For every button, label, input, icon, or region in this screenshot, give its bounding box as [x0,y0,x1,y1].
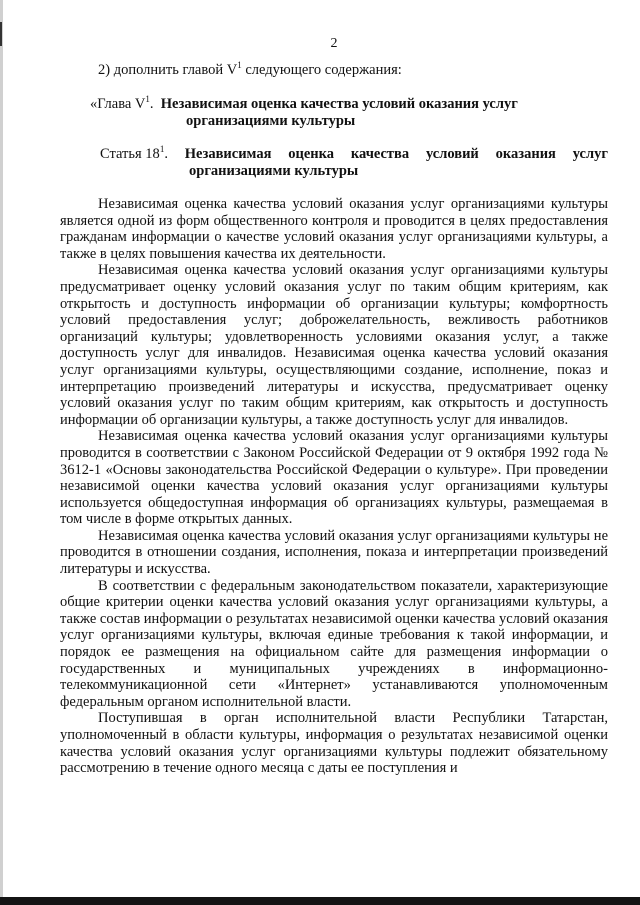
paragraph: Независимая оценка качества условий оказания услуг организациями культуры предусматривает оценку условий оказания услуг по таким общим критериям, как открытость и доступность информации об организации культуры; комфортность условий предоставления услуг; доброжелательность, вежливость работников организаций культуры; удовлетворенность условиями оказания услуг, а также доступность услуг для инвалидов. Независимая оценка качества условий оказания услуг организациями культуры, осуществляющими создание, исполнение, показ и интерпретацию произведений литературы и искусства, предусматривает оценку условий оказания услуг по таким общим критериям, как открытость и доступность информации об организации культуры, а также доступность услуг для инвалидов. [60,262,608,428]
paragraph: Независимая оценка качества условий оказания услуг организациями культуры проводится в соответствии с Законом Российской Федерации от 9 октября 1992 года № 3612-1 «Основы законодательства Российской Федерации о культуре». При проведении независимой оценки качества условий оказания услуг организациями культуры используется общедоступная информация об организациях культуры, размещаемая в том числе в форме открытых данных. [60,428,608,528]
scan-left-mark [0,22,2,46]
paragraph: Независимая оценка качества условий оказания услуг организациями культуры является одной из форм общественного контроля и проводится в целях предоставления гражданам информации о качестве условий оказания услуг организациями культуры, а также в целях повышения качества их деятельности. [60,196,608,262]
chapter-superscript: 1 [145,94,150,104]
chapter-prefix: «Глава V [90,96,146,112]
article-title-line-2: организациями культуры [189,163,359,179]
article-title-word: качества [350,146,410,162]
intro-superscript: 1 [237,60,242,70]
article-title-word: условий [425,146,479,162]
paragraph: Поступившая в орган исполнительной власти Республики Татарстан, уполномоченный в области культуры, информация о результатах независимой оценки качества условий оказания услуг организациями культуры подлежит обязательному рассмотрению в течение одного месяца с даты ее поступления и [60,710,608,777]
page-number: 2 [330,36,338,51]
scan-left-edge [0,0,3,905]
intro-suffix: следующего содержания: [241,62,402,78]
chapter-title-line-2: организациями культуры [186,113,356,129]
chapter-heading [90,96,570,130]
paragraph: Независимая оценка качества условий оказания услуг организациями культуры не проводится в отношении создания, исполнения, показа и интерпретации произведений литературы и искусства. [60,527,608,578]
article-title-word: оценка [288,146,335,162]
article-body [60,196,608,777]
article-dot: . [164,146,168,162]
amendment-intro [98,62,402,79]
article-heading [100,146,608,180]
article-superscript: 1 [159,144,165,154]
article-title-word: Независимая [184,146,272,162]
article-prefix: Статья 18 [100,146,160,162]
chapter-dot: . [149,96,154,112]
article-title-word: услуг [572,146,608,162]
intro-prefix: 2) дополнить главой V [98,62,238,78]
article-title-word: оказания [495,146,556,162]
article-number [100,146,168,163]
chapter-title-line-1: Независимая оценка качества условий оказания услуг [160,96,518,112]
scan-bottom-edge [0,897,640,905]
paragraph: В соответствии с федеральным законодательством показатели, характеризующие общие критерии оценки качества условий оказания услуг организациями культуры, а также состав информации о результатах независимой оценки качества условий оказания услуг организациями культуры, включая единые требования к такой информации, и порядок ее размещения на официальном сайте для размещения информации о государственных и муниципальных учреждениях в информационно-телекоммуникационной сети «Интернет» устанавливаются уполномоченным федеральным органом исполнительной власти. [60,577,608,710]
